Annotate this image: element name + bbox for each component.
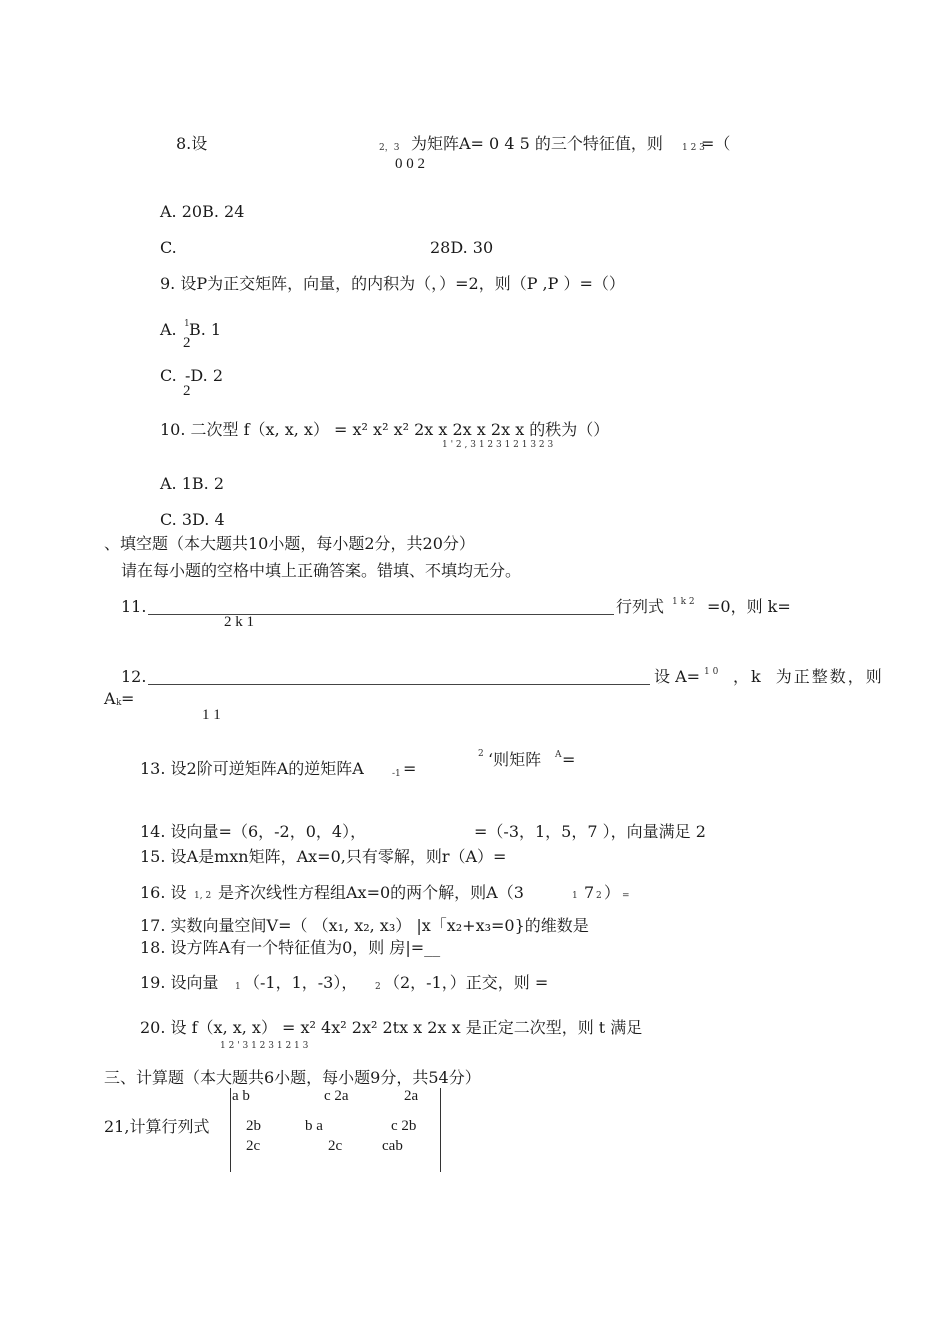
q11-determinant-row1: 1 k 2 (672, 597, 695, 607)
q21-cell-r2c1: 2b (246, 1118, 261, 1134)
q9-option-a-numerator: 1 (184, 319, 190, 329)
q21-cell-r3c1: 2c (246, 1138, 261, 1154)
q12-tail: ，k 为正整数，则 (733, 667, 884, 686)
q16-rest: 是齐次线性方程组Ax=0的两个解，则A（3 (218, 883, 524, 902)
q19-mid: （-1，1，-3）， (244, 973, 358, 992)
q15-text: 15. 设A是mxn矩阵，Ax=0,只有零解，则r（A）= (140, 847, 507, 866)
q12-matrix-row: 1 1 (202, 707, 221, 723)
q14-text: 14. 设向量=（6，-2，0，4）， (140, 822, 367, 841)
q8-subscript-2: 1 2 3 (682, 143, 705, 153)
q12-line2-eq: = (121, 689, 135, 708)
q12-line2: A (104, 689, 116, 708)
q12-number: 12. (121, 667, 147, 686)
section2-instruction: 请在每小题的空格中填上正确答案。错填、不填均无分。 (121, 561, 522, 580)
section2-title: 、填空题（本大题共10小题，每小题2分，共20分） (104, 534, 475, 553)
q10-option-cd: C. 3D. 4 (160, 510, 225, 529)
q8-subscript: 2，3 (379, 143, 400, 153)
q21-cell-r3c3: cab (382, 1138, 403, 1154)
q19-subscript-1: 1 (235, 982, 241, 992)
q11-determinant-row: 2 k 1 (224, 614, 254, 630)
q8-prefix: 8.设 (176, 134, 208, 153)
q21-cell-r1c1: a b (232, 1088, 250, 1104)
q9-option-c-denominator: 2 (183, 383, 191, 399)
q9-option-d: -D. 2 (185, 366, 224, 385)
q8-option-cd: 28D. 30 (430, 238, 494, 257)
q12-answer-blank[interactable] (148, 684, 650, 685)
q13-tail-superscript: A (555, 750, 562, 760)
q9-option-a-denominator: 2 (183, 335, 191, 351)
q21-cell-r1c3: 2a (404, 1088, 419, 1104)
q18-text: 18. 设方阵A有一个特征值为0，则 房|=__ (140, 938, 441, 957)
q13-tail-eq: = (562, 750, 576, 769)
q11-tail: =0，则 k= (707, 597, 791, 616)
q8-matrix-row3: 0 0 2 (395, 156, 425, 172)
q21-determinant-left-bar (230, 1088, 231, 1172)
q20-subscripts: 1 2 ' 3 1 2 3 1 2 1 3 (220, 1041, 309, 1051)
q12-line2-subscript: k (116, 698, 122, 708)
q16-subscript: 1, 2 (194, 891, 212, 901)
q19-subscript-2: 2 (375, 982, 381, 992)
q13-text: 13. 设2阶可逆矩阵A的逆矩阵A (140, 759, 364, 778)
q21-cell-r1c2: c 2a (324, 1088, 349, 1104)
q13-tail: ‘则矩阵 (488, 750, 542, 769)
q10-text: 10. 二次型 f（x, x, x） = x² x² x² 2x x 2x x 2x x 的秩为（） (160, 420, 610, 439)
q21-cell-r2c3: c 2b (391, 1118, 417, 1134)
q9-option-c: C. (160, 366, 177, 385)
q10-subscripts: 1 ' 2 , 3 1 2 3 1 2 1 3 2 3 (442, 440, 554, 450)
q16-text: 16. 设 (140, 883, 187, 902)
q21-label: 21,计算行列式 (104, 1117, 210, 1136)
q8-tail: =（ (701, 134, 731, 153)
q21-cell-r2c2: b a (305, 1118, 323, 1134)
q16-eq: = (622, 891, 630, 901)
q12-matrix-row1: 1 0 (704, 667, 719, 677)
q14-tail: =（-3，1，5，7 ），向量满足 2 (474, 822, 706, 841)
q8-option-c: C. (160, 238, 177, 257)
q20-text: 20. 设 f（x, x, x） = x² 4x² 2x² 2tx x 2x x 是正定二次型，则 t 满足 (140, 1018, 643, 1037)
q17-text: 17. 实数向量空间V=（ （x₁, x₂, x₃） |x「x₂+x₃=0}的维数是 (140, 916, 589, 935)
q10-option-ab: A. 1B. 2 (160, 474, 225, 493)
q12-text: 设 A= (654, 667, 701, 686)
q11-text: 行列式 (616, 597, 665, 616)
q9-option-b: B. 1 (189, 320, 222, 339)
q19-tail: （2，-1，）正交，则 = (384, 973, 549, 992)
q11-number: 11. (121, 597, 147, 616)
q8-text: 为矩阵A= 0 4 5 的三个特征值，则 (411, 134, 663, 153)
q13-matrix-entry: 2 (478, 749, 484, 759)
q16-rest-3: ） (604, 883, 621, 902)
section3-title: 三、计算题（本大题共6小题，每小题9分，共54分） (104, 1068, 481, 1087)
q8-option-ab: A. 20B. 24 (160, 202, 245, 221)
q16-subscript-1: 1 (572, 891, 578, 901)
q13-eq: = (403, 759, 417, 778)
q16-subscript-2: 2 (596, 891, 602, 901)
q21-cell-r3c2: 2c (328, 1138, 343, 1154)
q13-inverse-superscript: -1 (392, 769, 401, 779)
q21-determinant-right-bar (440, 1088, 441, 1172)
q11-answer-blank[interactable] (148, 614, 614, 615)
q19-text: 19. 设向量 (140, 973, 219, 992)
q9-option-a: A. (160, 320, 177, 339)
q16-rest-2: 7 (584, 883, 595, 902)
q9-text: 9. 设P为正交矩阵，向量，的内积为（，）=2，则（P ,P ）=（） (160, 274, 625, 293)
